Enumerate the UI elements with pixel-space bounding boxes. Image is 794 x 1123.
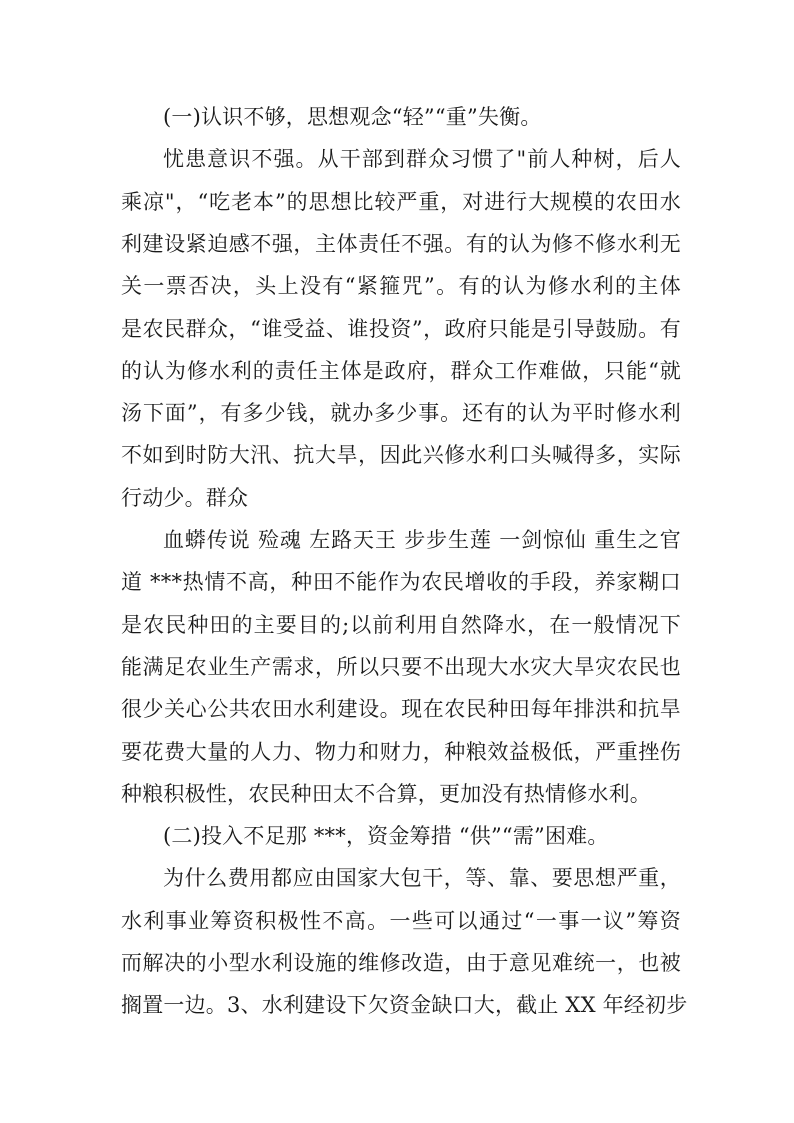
text-line: 搁置一边。3、水利建设下欠资金缺口大，截止 XX 年经初步	[121, 993, 688, 1017]
text-line: 很少关心公共农田水利建设。现在农民种田每年排洪和抗旱	[121, 697, 681, 721]
text-line: 能满足农业生产需求，所以只要不出现大水灾大旱灾农民也	[121, 655, 681, 679]
text-line: 要花费大量的人力、物力和财力，种粮效益极低，严重挫伤	[121, 740, 681, 764]
text-line: (一)认识不够，思想观念“轻”“重”失衡。	[163, 105, 542, 129]
text-line: 不如到时防大汛、抗大旱，因此兴修水利口头喊得多，实际	[121, 443, 681, 467]
text-line: 道 ***热情不高，种田不能作为农民增收的手段，养家糊口	[121, 570, 681, 594]
text-line: 水利事业筹资积极性不高。一些可以通过“一事一议”筹资	[121, 909, 681, 933]
text-line: 乘凉"，“吃老本”的思想比较严重，对进行大规模的农田水	[121, 190, 681, 214]
text-line: 而解决的小型水利设施的维修改造，由于意见难统一，也被	[121, 951, 681, 975]
text-line: 的认为修水利的责任主体是政府，群众工作难做，只能“就	[121, 359, 681, 383]
text-line: 是农民群众，“谁受益、谁投资”，政府只能是引导鼓励。有	[121, 317, 681, 341]
text-line: (二)投入不足那 ***，资金筹措 “供”“需”困难。	[163, 824, 609, 848]
text-line: 为什么费用都应由国家大包干，等、靠、要思想严重，	[163, 866, 681, 890]
text-line: 种粮积极性，农民种田太不合算，更加没有热情修水利。	[121, 782, 651, 806]
text-line: 行动少。群众	[121, 486, 249, 510]
text-line: 利建设紧迫感不强，主体责任不强。有的认为修不修水利无	[121, 232, 681, 256]
text-line: 汤下面”，有多少钱，就办多少事。还有的认为平时修水利	[121, 401, 681, 425]
text-line: 是农民种田的主要目的;以前利用自然降水，在一般情况下	[121, 613, 681, 637]
text-line: 关一票否决，头上没有“紧箍咒”。有的认为修水利的主体	[121, 274, 681, 298]
text-line: 忧患意识不强。从干部到群众习惯了"前人种树，后人	[163, 147, 681, 171]
text-line: 血蟒传说 殓魂 左路天王 步步生莲 一剑惊仙 重生之官	[163, 528, 681, 552]
